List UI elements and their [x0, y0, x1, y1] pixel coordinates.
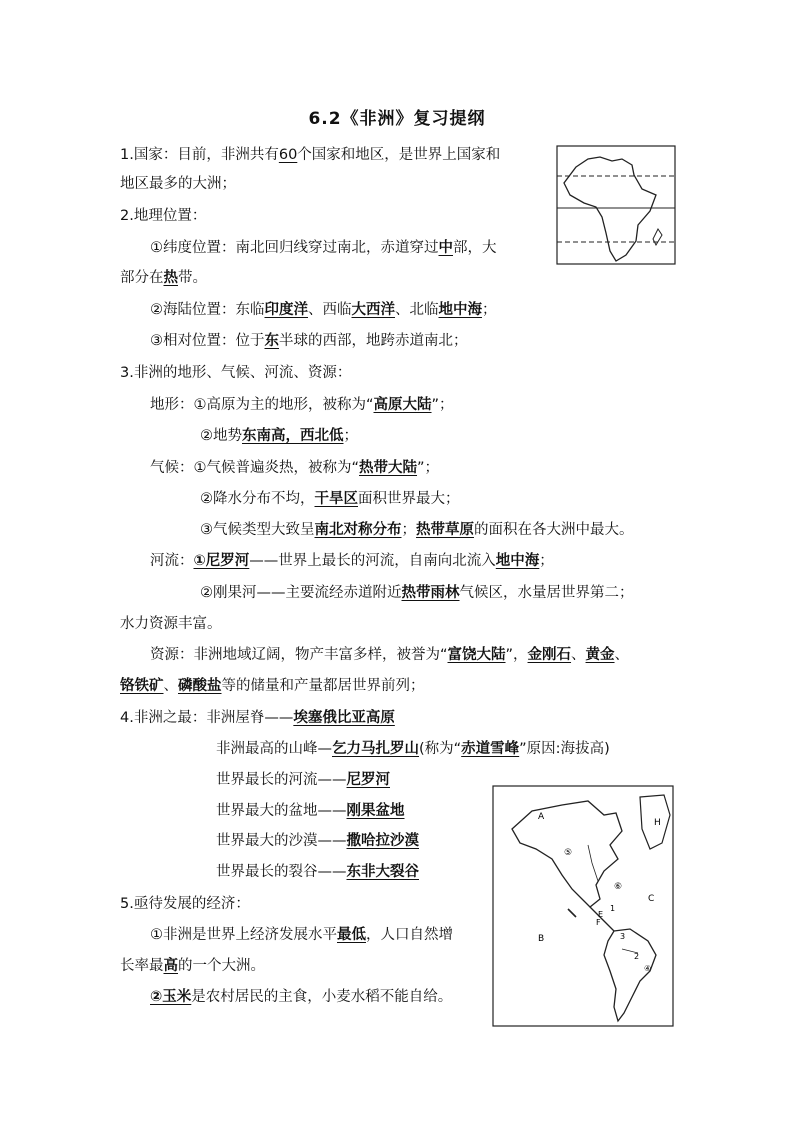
- s5-line2: [120, 956, 265, 976]
- peak-key1: 乞力马扎罗山: [332, 741, 419, 757]
- climate3-text-a: ③气候类型大致呈: [200, 522, 315, 538]
- label-2: 2: [634, 952, 640, 961]
- river-line2: [200, 583, 634, 603]
- climate3-key1: 南北对称分布: [314, 522, 402, 538]
- econ1-key2: 高: [163, 958, 178, 974]
- s4-line-basin: [216, 801, 405, 821]
- sea-key-indian: 印度洋: [264, 302, 308, 318]
- label-c: C: [648, 894, 655, 904]
- country-count: 60: [278, 147, 298, 163]
- river1-key1: ①尼罗河: [193, 553, 250, 569]
- s2-heading: [120, 206, 206, 226]
- label-4: ④: [644, 964, 652, 973]
- label-b: B: [538, 934, 545, 944]
- rift-key: 东非大裂谷: [346, 864, 419, 880]
- river-line1: [150, 551, 554, 571]
- river2-text-c: 水力资源丰富。: [120, 616, 222, 632]
- terrain-label: 地形：: [150, 397, 194, 413]
- s5-heading: [120, 894, 250, 914]
- rift-text: 世界最长的裂谷——: [216, 864, 347, 880]
- roof-key: 埃塞俄比亚高原: [293, 710, 395, 726]
- econ1-text-d: 的一个大洲。: [178, 958, 265, 974]
- econ2-key: ②玉米: [150, 989, 192, 1005]
- peak-key2: 赤道雪峰: [461, 741, 520, 757]
- s4-line-rift: [216, 862, 419, 882]
- climate1-text-b: ”；: [417, 460, 440, 476]
- res-text-f: 等的储量和产量都居世界前列；: [221, 678, 425, 694]
- river-label: 河流：: [150, 553, 194, 569]
- s1-line1: [120, 145, 500, 165]
- label-6: ⑥: [614, 882, 623, 892]
- label-e: E: [598, 910, 604, 919]
- desert-text: 世界最大的沙漠——: [216, 833, 347, 849]
- s2-latitude-line1: [150, 238, 497, 258]
- res-key2: 金刚石: [527, 647, 572, 663]
- longest-river-text: 世界最长的河流——: [216, 772, 347, 788]
- climate2-key: 干旱区: [314, 491, 358, 507]
- label-5: ⑤: [564, 848, 573, 858]
- river1-text-a: ——世界上最长的河流，自南向北流入: [249, 553, 496, 569]
- river1-key2: 地中海: [495, 553, 540, 569]
- label-a: A: [538, 812, 545, 822]
- climate-line3: [200, 520, 634, 540]
- climate-line2: [200, 489, 460, 509]
- sea-text-a: ②海陆位置：东临: [150, 302, 265, 318]
- terrain-line2: [200, 426, 358, 446]
- s4-head-text: 4.非洲之最：非洲屋脊——: [120, 710, 294, 726]
- lat-text-b: 部，大: [453, 240, 497, 256]
- peak-text-c: ”原因:海拔高): [519, 741, 610, 757]
- climate3-text-c: 的面积在各大洲中最大。: [474, 522, 634, 538]
- rel-text-b: 半球的西部，地跨赤道南北；: [279, 333, 468, 349]
- res-key3: 黄金: [585, 647, 615, 663]
- res-key4: 铬铁矿: [120, 678, 164, 694]
- terrain-line1: [150, 395, 454, 415]
- econ2-text: 是农村居民的主食，小麦水稻不能自给。: [191, 989, 453, 1005]
- terrain2-text-a: ②地势: [200, 428, 242, 444]
- river-line3: [120, 614, 222, 634]
- s4-line-river: [216, 770, 390, 790]
- s1-line2: [120, 174, 236, 194]
- s4-line-roof: [120, 708, 395, 728]
- peak-text-b: (称为“: [419, 741, 462, 757]
- s5-line3: [150, 987, 452, 1007]
- river2-text-a: ②刚果河——主要流经赤道附近: [200, 585, 402, 601]
- res-text-c: 、: [571, 647, 586, 663]
- basin-text: 世界最大的盆地——: [216, 803, 347, 819]
- s2-sea-line: [150, 300, 497, 320]
- label-f: F: [596, 918, 601, 927]
- s1-text-c: 地区最多的大洲；: [120, 176, 236, 192]
- resource-line2: [120, 676, 425, 696]
- africa-map: [556, 145, 676, 265]
- climate-line1: [150, 458, 439, 478]
- sea-text-d: ；: [482, 302, 497, 318]
- econ1-text-a: ①非洲是世界上经济发展水平: [150, 927, 337, 943]
- climate2-text-a: ②降水分布不均，: [200, 491, 315, 507]
- longest-river-key: 尼罗河: [346, 772, 390, 788]
- res-key5: 磷酸盐: [178, 678, 222, 694]
- s4-line-peak: [216, 739, 610, 759]
- climate1-text-a: ①气候普遍炎热，被称为“: [193, 460, 360, 476]
- sea-text-b: 、西临: [308, 302, 352, 318]
- climate2-text-b: 面积世界最大；: [358, 491, 460, 507]
- climate1-key: 热带大陆: [359, 460, 418, 476]
- lat-text-d: 带。: [178, 270, 207, 286]
- rel-text-a: ③相对位置：位于: [150, 333, 265, 349]
- s5-line1: [150, 925, 453, 945]
- lat-text-a: ①纬度位置：南北回归线穿过南北，赤道穿过: [150, 240, 439, 256]
- sea-text-c: 、北临: [395, 302, 439, 318]
- s2-latitude-line2: [120, 268, 207, 288]
- resource-line1: [150, 645, 629, 665]
- terrain2-text-b: ；: [343, 428, 358, 444]
- s1-text-a: 1.国家：目前，非洲共有: [120, 147, 279, 163]
- basin-key: 刚果盆地: [346, 803, 405, 819]
- lat-text-c: 部分在: [120, 270, 164, 286]
- river2-text-b: 气候区，水量居世界第二；: [459, 585, 634, 601]
- s1-text-b: 个国家和地区，是世界上国家和: [297, 147, 501, 163]
- econ1-text-c: 长率最: [120, 958, 164, 974]
- page-title: 6.2《非洲》复习提纲: [308, 109, 486, 129]
- sea-key-med: 地中海: [438, 302, 482, 318]
- res-key1: 富饶大陆: [447, 647, 506, 663]
- s2-relative-line: [150, 331, 468, 351]
- climate-label: 气候：: [150, 460, 194, 476]
- econ1-text-b: ，人口自然增: [366, 927, 453, 943]
- climate3-key2: 热带草原: [416, 522, 474, 538]
- lat-key-hot: 热: [163, 270, 178, 286]
- label-1: 1: [610, 904, 616, 913]
- lat-key-mid: 中: [438, 240, 453, 256]
- sea-key-atlantic: 大西洋: [351, 302, 395, 318]
- terrain1-key: 高原大陆: [373, 397, 432, 413]
- climate3-text-b: ；: [401, 522, 416, 538]
- s5-head-text: 5.亟待发展的经济：: [120, 896, 250, 912]
- res-text-d: 、: [614, 647, 630, 663]
- label-3: 3: [620, 932, 626, 941]
- terrain1-text-b: ”；: [431, 397, 454, 413]
- s3-head-text: 3.非洲的地形、气候、河流、资源：: [120, 365, 352, 381]
- econ1-key: 最低: [337, 927, 366, 943]
- s3-heading: [120, 363, 351, 383]
- s2-head-text: 2.地理位置：: [120, 208, 207, 224]
- river2-key: 热带雨林: [401, 585, 460, 601]
- s4-line-desert: [216, 831, 419, 851]
- res-text-e: 、: [163, 678, 178, 694]
- res-text-b: ”，: [505, 647, 528, 663]
- rel-key-east: 东: [264, 333, 279, 349]
- res-text-a: 资源：非洲地域辽阔，物产丰富多样，被誉为“: [150, 647, 448, 663]
- terrain2-key: 东南高，西北低: [242, 428, 344, 444]
- desert-key: 撒哈拉沙漠: [346, 833, 419, 849]
- terrain1-text-a: ①高原为主的地形，被称为“: [193, 397, 374, 413]
- peak-text-a: 非洲最高的山峰—: [216, 741, 332, 757]
- label-h: H: [654, 818, 661, 828]
- river1-text-b: ；: [539, 553, 554, 569]
- americas-map: [492, 785, 674, 1027]
